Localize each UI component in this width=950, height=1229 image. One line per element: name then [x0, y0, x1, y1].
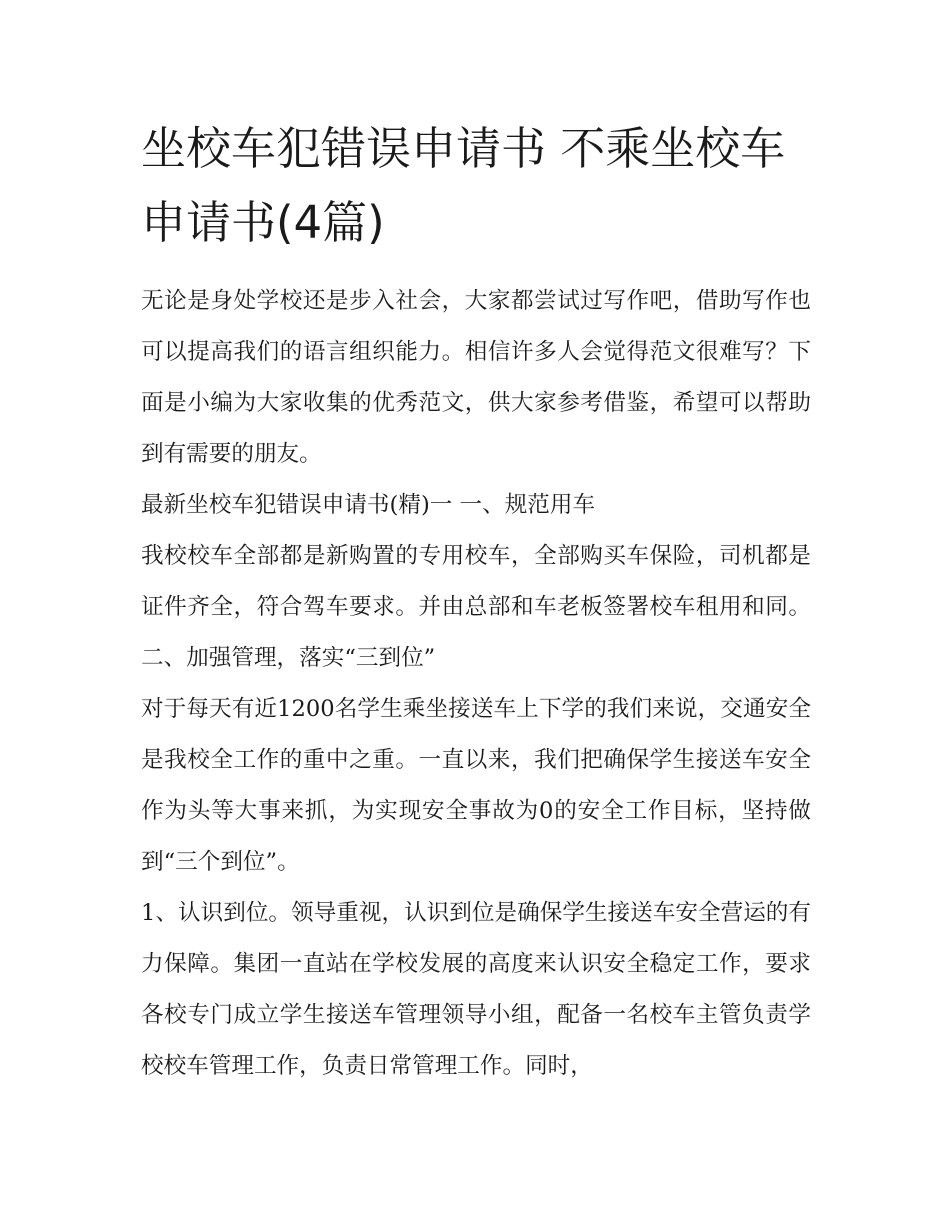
document-title: 坐校车犯错误申请书 不乘坐校车申请书(4篇): [141, 122, 786, 249]
document-page: [141, 112, 811, 1092]
paragraph-intro: 无论是身处学校还是步入社会，大家都尝试过写作吧，借助写作也可以提高我们的语言组织能力。相信许多人会觉得范文很难写？下面是小编为大家收集的优秀范文，供大家参考借鉴，希望可以帮助到有需要的朋友。: [141, 288, 811, 467]
paragraph-safety: 对于每天有近1200名学生乘坐接送车上下学的我们来说，交通安全是我校全工作的重中之重。一直以来，我们把确保学生接送车安全作为头等大事来抓，为实现安全事故为0的安全工作目标，坚持做到“三个到位”。: [141, 696, 811, 875]
paragraph-awareness: 1、认识到位。领导重视，认识到位是确保学生接送车安全营运的有力保障。集团一直站在学校发展的高度来认识安全稳定工作，要求各校专门成立学生接送车管理领导小组，配备一名校车主管负责学校校车管理工作，负责日常管理工作。同时，: [141, 900, 811, 1079]
paragraph-section-heading: 最新坐校车犯错误申请书(精)一 一、规范用车: [141, 492, 596, 518]
paragraph-regulation: 我校校车全部都是新购置的专用校车，全部购买车保险，司机都是证件齐全，符合驾车要求。并由总部和车老板签署校车租用和同。 二、加强管理，落实“三到位”: [141, 543, 811, 671]
